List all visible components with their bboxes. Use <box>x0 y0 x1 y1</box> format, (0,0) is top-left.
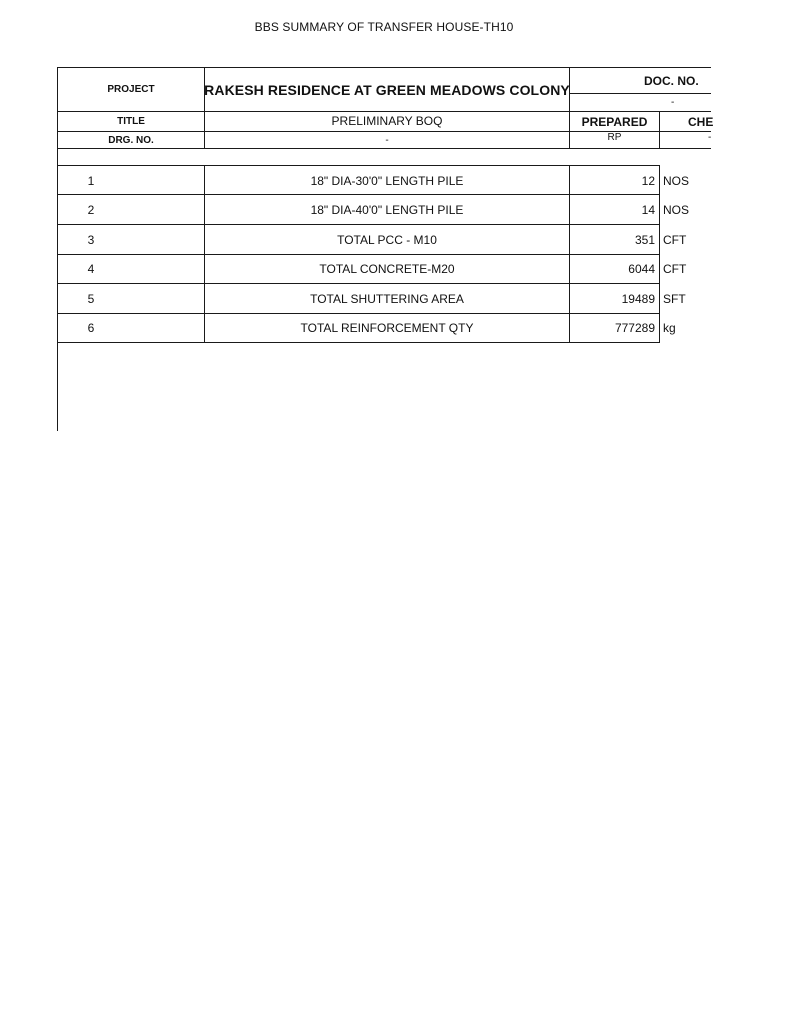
row-quantity: 12 <box>641 173 655 188</box>
row-quantity: 14 <box>641 202 655 217</box>
drg-no-value: - <box>385 135 389 146</box>
drg-no-label: DRG. NO. <box>108 134 154 146</box>
row-quantity: 19489 <box>621 291 655 306</box>
row-description: TOTAL PCC - M10 <box>337 232 437 247</box>
project-label: PROJECT <box>107 84 155 95</box>
prepared-value: RP <box>607 132 622 143</box>
checked-value: - <box>708 132 712 143</box>
row-unit: SFT <box>663 291 686 306</box>
title-label: TITLE <box>117 116 145 127</box>
row-unit: CFT <box>663 262 687 276</box>
row-quantity: 777289 <box>614 321 655 335</box>
row-sno: 4 <box>87 262 95 276</box>
project-value: RAKESH RESIDENCE AT GREEN MEADOWS COLONY <box>204 81 570 98</box>
checked-label: CHE <box>688 114 714 129</box>
doc-no-label: DOC. NO. <box>644 74 699 88</box>
prepared-label: PREPARED <box>581 114 648 129</box>
row-unit: NOS <box>663 202 690 217</box>
row-sno: 2 <box>87 202 95 217</box>
row-unit: NOS <box>663 173 690 188</box>
row-quantity: 351 <box>634 232 655 247</box>
doc-no-value: - <box>671 97 675 108</box>
sheet-title: BBS SUMMARY OF TRANSFER HOUSE-TH10 <box>254 20 514 34</box>
row-sno: 5 <box>87 291 95 306</box>
row-description: TOTAL SHUTTERING AREA <box>310 291 464 306</box>
row-description: TOTAL REINFORCEMENT QTY <box>300 321 474 335</box>
row-sno: 1 <box>87 173 95 188</box>
row-unit: CFT <box>663 232 687 247</box>
row-description: TOTAL CONCRETE-M20 <box>319 262 455 276</box>
row-sno: 3 <box>87 232 95 247</box>
row-quantity: 6044 <box>628 262 655 276</box>
row-unit: kg <box>663 321 676 335</box>
row-description: 18" DIA-30'0" LENGTH PILE <box>310 173 464 188</box>
row-description: 18" DIA-40'0" LENGTH PILE <box>310 202 464 217</box>
row-sno: 6 <box>87 321 95 335</box>
title-value: PRELIMINARY BOQ <box>331 113 443 128</box>
